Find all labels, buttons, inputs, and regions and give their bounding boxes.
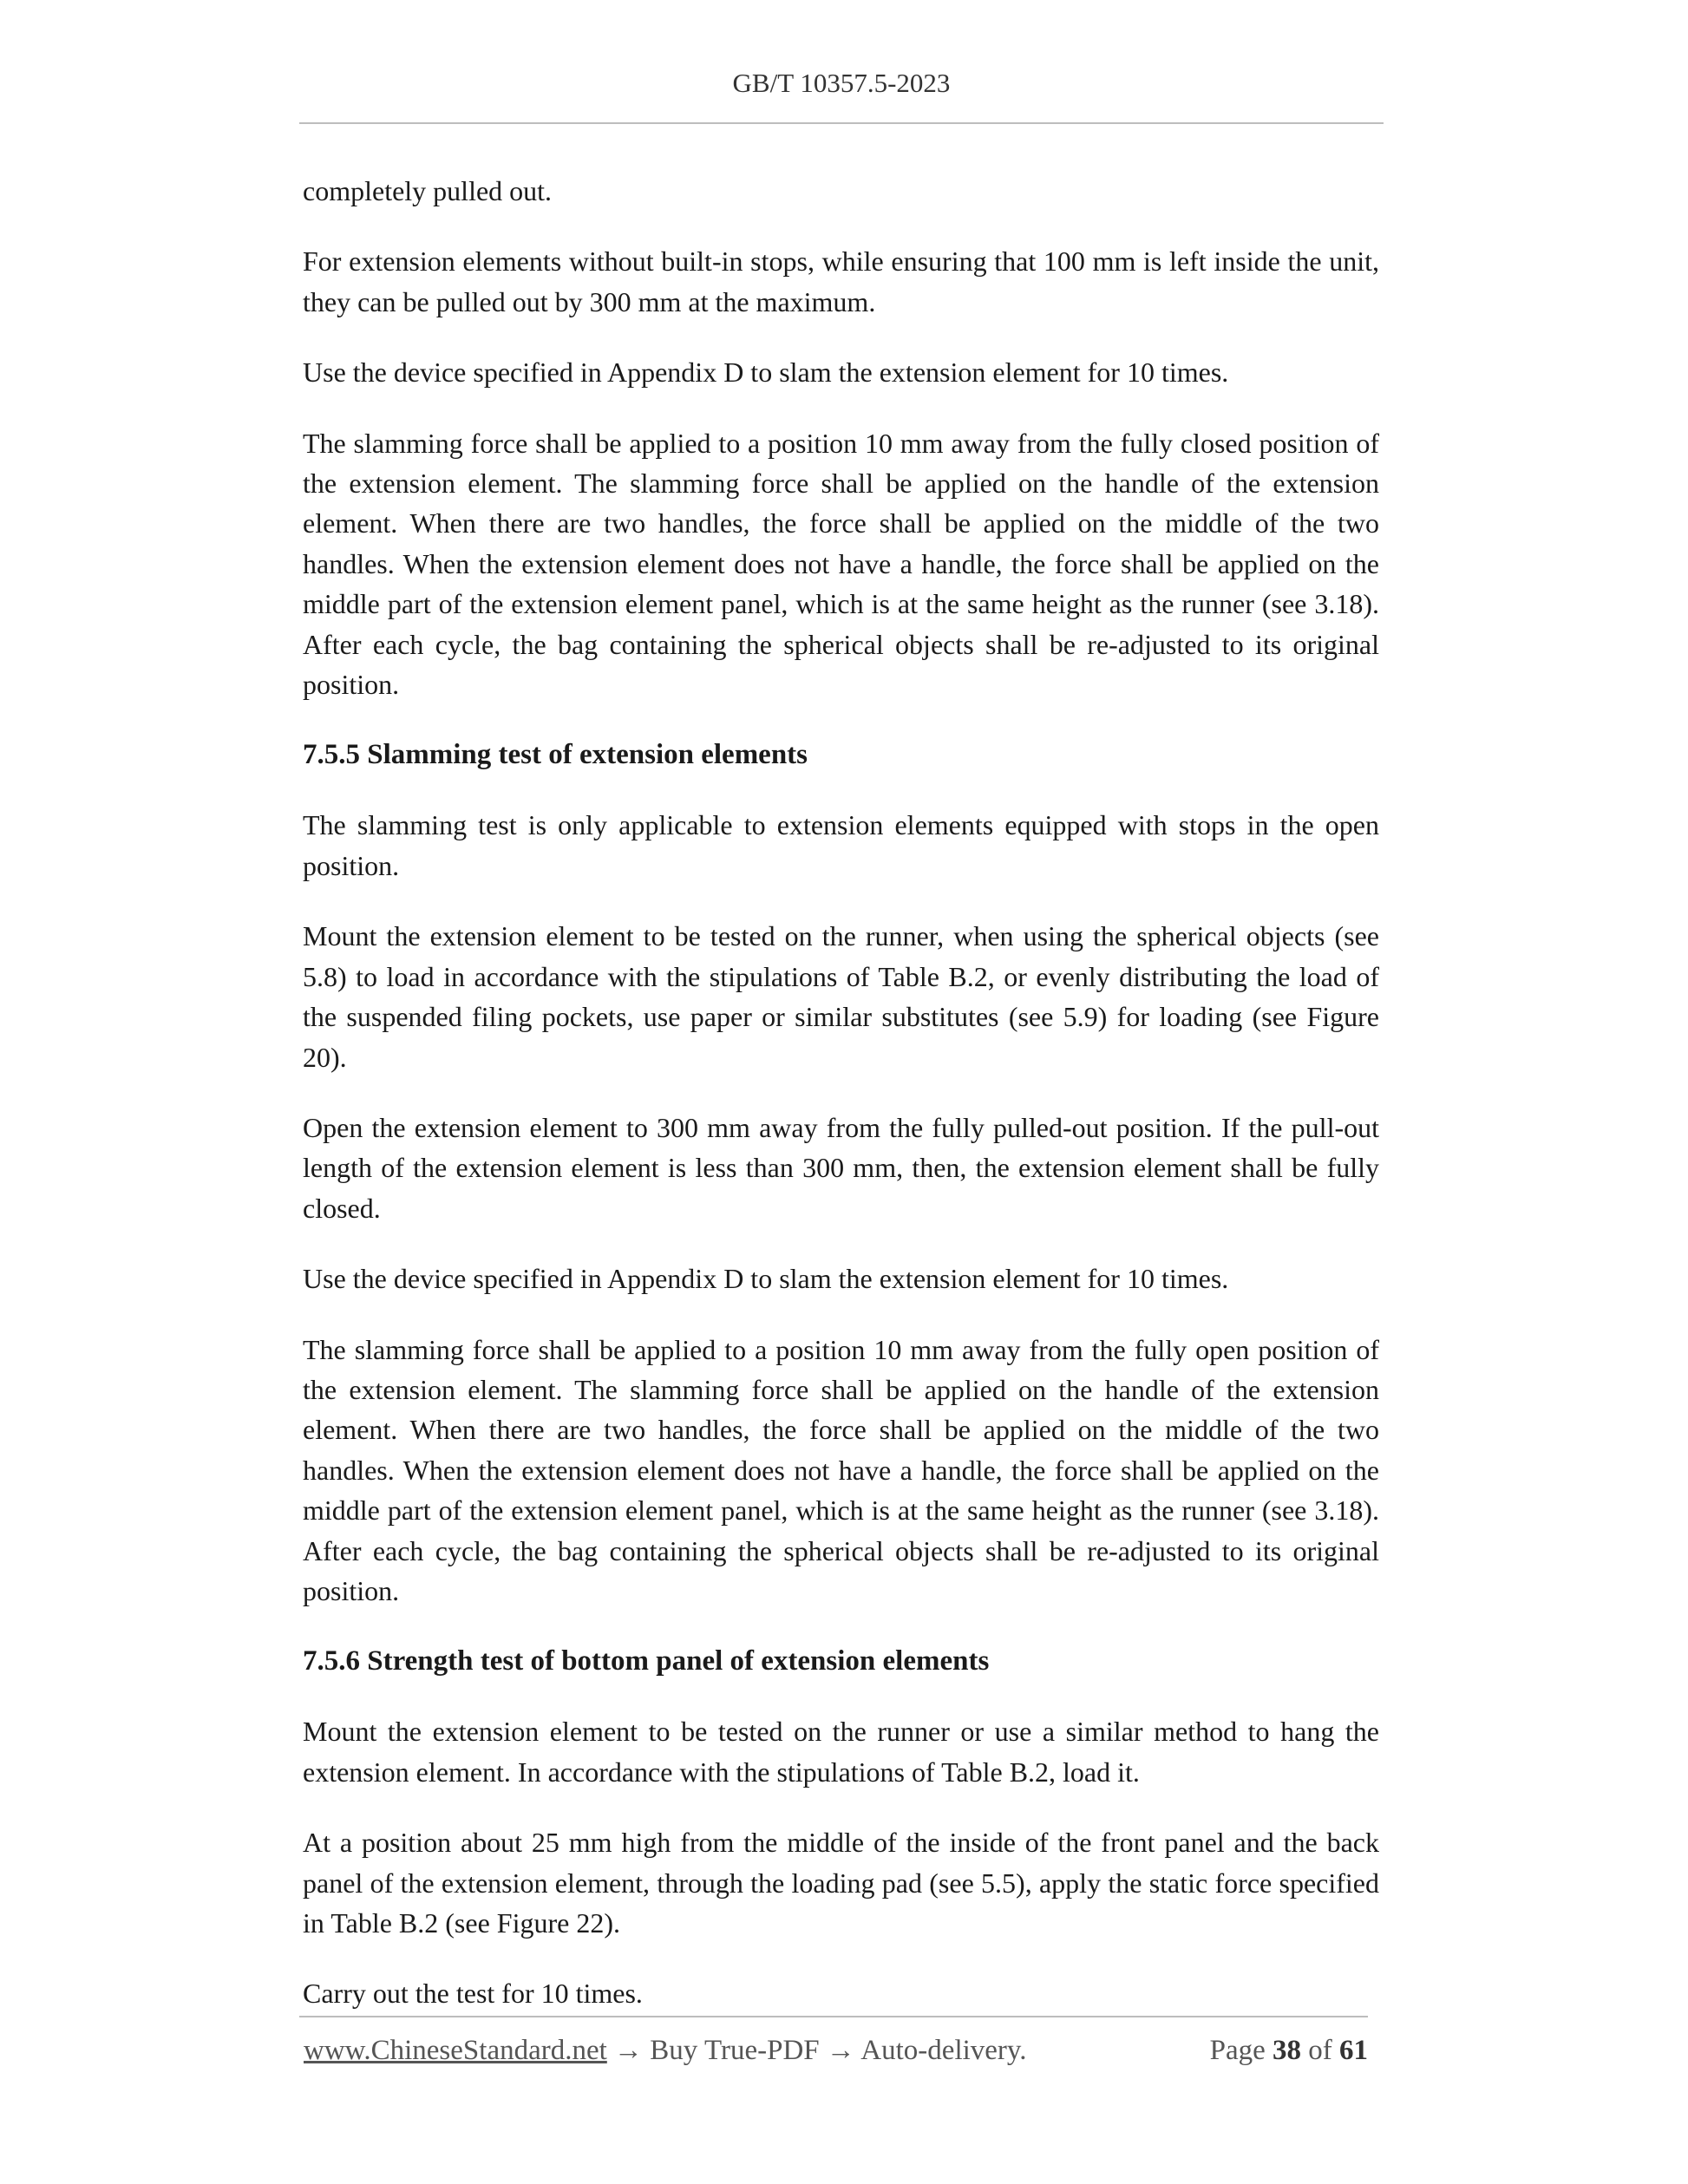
header-divider xyxy=(299,122,1384,124)
paragraph: The slamming force shall be applied to a position 10 mm away from the fully open position of the extension element. The slamming force shall be applied on the handle of the extension element. When there are two handles, the force shall be applied on the middle of the two handles. When the extension element does not have a handle, the force shall be applied on the middle part of the extension element panel, which is at the same height as the runner (see 3.18). After each cycle, the bag containing the spherical objects shall be re-adjusted to its original position. xyxy=(303,1333,1379,1606)
paragraph: Open the extension element to 300 mm away from the fully pulled-out position. If the pull-out length of the extension element is less than 300 mm, then, the extension element shall be fully closed. xyxy=(303,1111,1379,1224)
paragraph: Use the device specified in Appendix D to slam the extension element for 10 times. xyxy=(303,356,1229,389)
paragraph: completely pulled out. xyxy=(303,175,553,206)
footer-promo xyxy=(304,2035,1027,2067)
website-link[interactable]: www.ChineseStandard.net xyxy=(304,2035,607,2066)
page-total: 61 xyxy=(1339,2035,1368,2066)
section-heading-7-5-6: 7.5.6 Strength test of bottom panel of extension elements xyxy=(303,1645,990,1677)
footer-promo-text: → Buy True-PDF → Auto-delivery. xyxy=(606,2035,1027,2066)
paragraph: Use the device specified in Appendix D to slam the extension element for 10 times. xyxy=(303,1263,1229,1295)
page-body xyxy=(303,171,1379,2044)
paragraph: Mount the extension element to be tested on the runner or use a similar method to hang the extension element. In accordance with the stipulations of Table B.2, load it. xyxy=(303,1716,1379,1788)
paragraph: At a position about 25 mm high from the middle of the inside of the front panel and the back panel of the extension element, through the loading pad (see 5.5), apply the static force specified in Table B.2 (see Figure 22). xyxy=(303,1827,1379,1939)
paragraph: The slamming test is only applicable to extension elements equipped with stops in the open position. xyxy=(303,809,1379,881)
page-header: GB/T 10357.5-2023 xyxy=(732,68,951,98)
paragraph: Mount the extension element to be tested on the runner, when using the spherical objects (see 5.8) to load in accordance with the stipulations of Table B.2, or evenly distributing the load of the suspended filing pockets, use paper or similar substitutes (see 5.9) for loading (see Figure 20). xyxy=(303,920,1379,1073)
paragraph: Carry out the test for 10 times. xyxy=(303,1978,643,2010)
page-indicator xyxy=(1210,2035,1368,2067)
page-number: 38 xyxy=(1273,2035,1301,2066)
paragraph: The slamming force shall be applied to a position 10 mm away from the fully closed position of the extension element. The slamming force shall be applied on the handle of the extension element. When there are two handles, the force shall be applied on the middle of the two handles. When the extension element does not have a handle, the force shall be applied on the middle part of the extension element panel, which is at the same height as the runner (see 3.18). After each cycle, the bag containing the spherical objects shall be re-adjusted to its original position. xyxy=(303,427,1379,701)
page-label: Page xyxy=(1209,2035,1266,2066)
page-footer xyxy=(304,2035,1368,2067)
section-heading-7-5-5: 7.5.5 Slamming test of extension elements xyxy=(303,739,808,771)
paragraph: For extension elements without built-in stops, while ensuring that 100 mm is left inside the unit, they can be pulled out by 300 mm at the maximum. xyxy=(303,245,1379,317)
footer-divider xyxy=(299,2016,1368,2017)
of-label: of xyxy=(1308,2035,1332,2066)
